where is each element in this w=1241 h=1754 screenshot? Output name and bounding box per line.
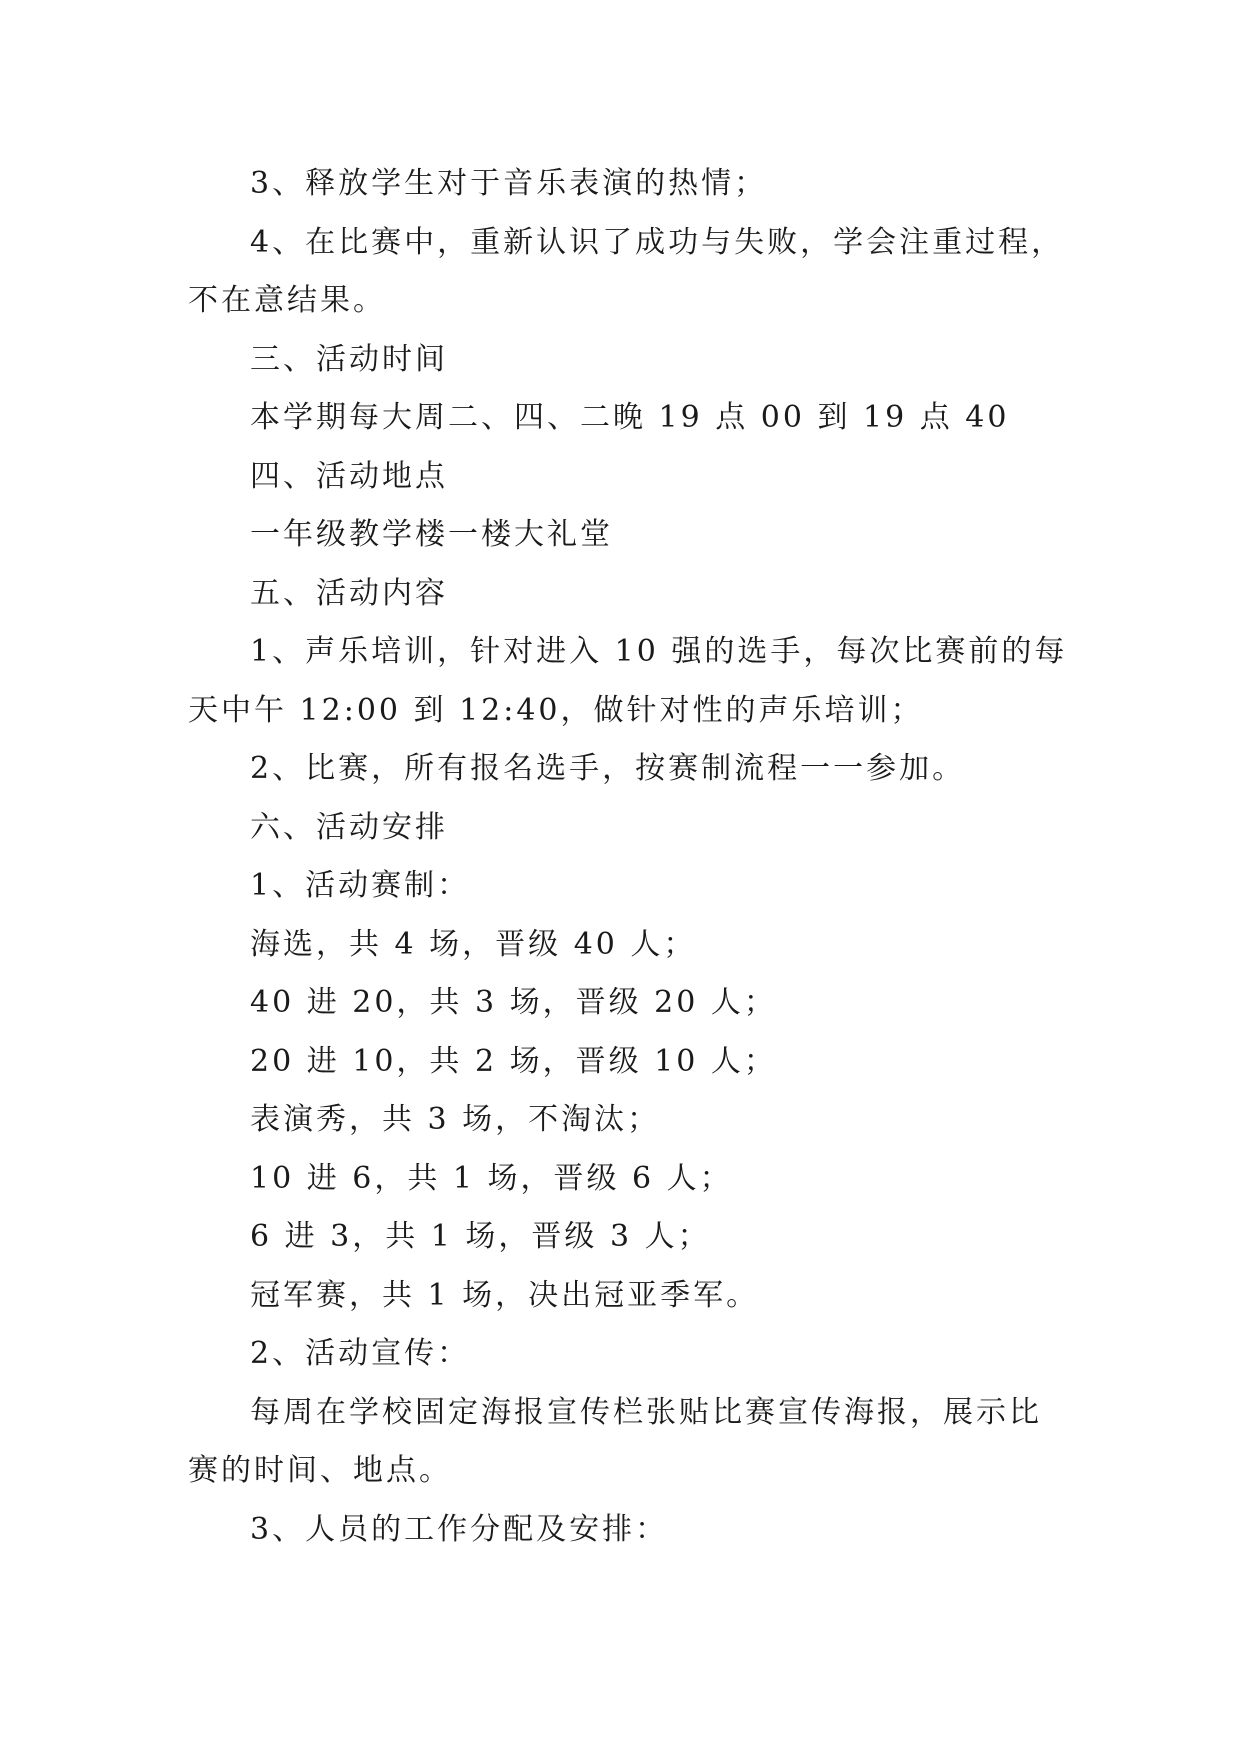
heading-activity-arrangement: 六、活动安排 (250, 809, 448, 845)
list-item-round: 40 进 20，共 3 场，晋级 20 人； (250, 985, 777, 1020)
list-item-round: 20 进 10，共 2 场，晋级 10 人； (250, 1043, 777, 1079)
document-body (188, 155, 1068, 1559)
paragraph-publicity: 每周在学校固定海报宣传栏张贴比赛宣传海报，展示比 赛的时间、地点。 (188, 1394, 1042, 1488)
list-item-round: 海选，共 4 场，晋级 40 人； (250, 926, 697, 962)
heading-activity-content: 五、活动内容 (250, 575, 448, 611)
subheading-publicity: 2、活动宣传： (250, 1336, 471, 1371)
list-item-round: 10 进 6，共 1 场，晋级 6 人； (250, 1160, 733, 1196)
subheading-competition-format: 1、活动赛制： (250, 868, 471, 903)
paragraph-activity-time: 本学期每大周二、四、二晚 19 点 00 到 19 点 40 (250, 400, 1010, 435)
heading-activity-location: 四、活动地点 (250, 458, 448, 494)
paragraph-vocal-training: 1、声乐培训，针对进入 10 强的选手，每次比赛前的每 天中午 12:00 到 12:40，做针对性的声乐培训； (188, 634, 1068, 728)
paragraph-activity-location: 一年级教学楼一楼大礼堂 (250, 517, 613, 552)
subheading-staff-assignment: 3、人员的工作分配及安排： (250, 1511, 669, 1547)
paragraph-goal-4: 4、在比赛中，重新认识了成功与失败，学会注重过程， 不在意结果。 (188, 224, 1065, 318)
list-item-round: 6 进 3，共 1 场，晋级 3 人； (250, 1219, 711, 1254)
heading-activity-time: 三、活动时间 (250, 341, 448, 377)
paragraph-goal-3: 3、释放学生对于音乐表演的热情； (250, 166, 768, 201)
list-item-round: 冠军赛，共 1 场，决出冠亚季军。 (250, 1277, 760, 1313)
list-item-round: 表演秀，共 3 场，不淘汰； (250, 1102, 661, 1137)
paragraph-competition: 2、比赛，所有报名选手，按赛制流程一一参加。 (250, 751, 966, 786)
